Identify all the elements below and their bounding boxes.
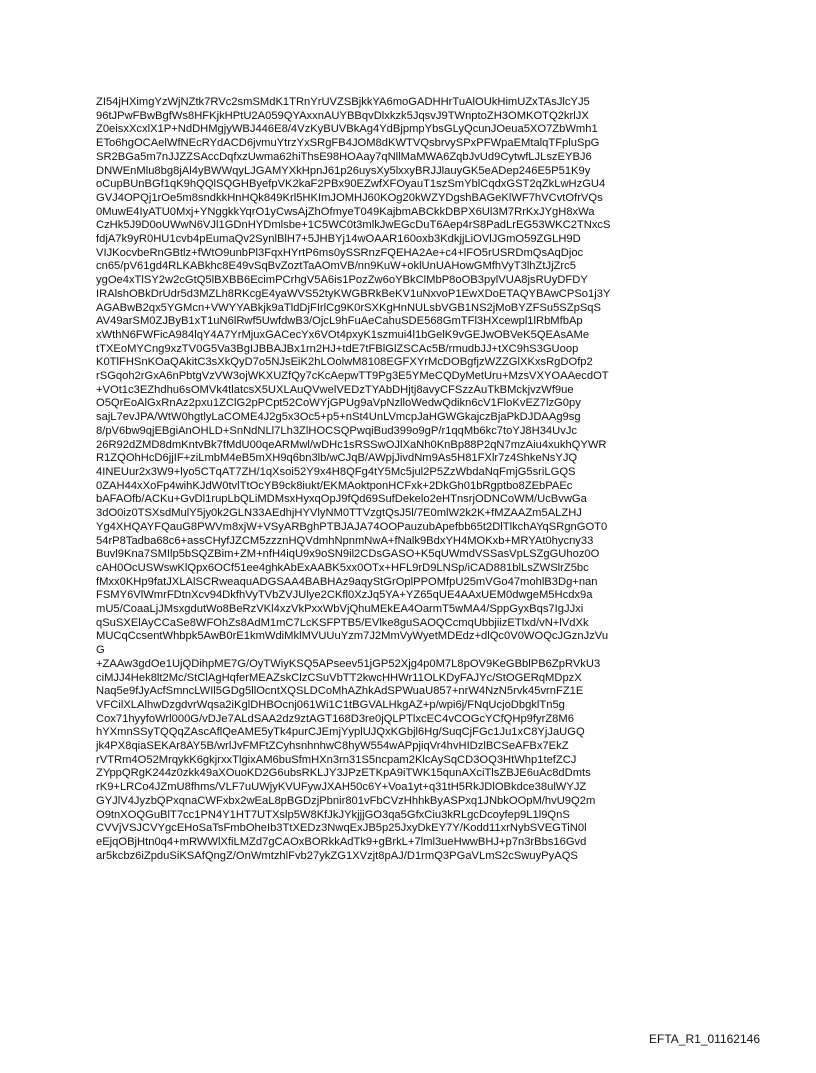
- text-line: +ZAAw3gdOe1UjQDihpME7G/OyTWiyKSQ5APseev51jGP52Xjg4p0M7L8pOV9KeGBblPB6ZpRVkU3: [96, 657, 601, 670]
- text-line: CVVjVSJCVYgcEHoSaTsFmbOheIb3TtXEDz3NwqExJB5p25JxyDkEY7Y/Kodd11xrNybSVEGTiN0l: [96, 822, 587, 835]
- text-line: VIJKocvbeRnGBtlz+fWtO9unbPl3FqxHYrtP6ms0ySSRnzFQEHA2Ae+c4+lFO5rUSRDmQsAqDjoc: [96, 246, 584, 259]
- text-line: oCupBUnBGf1qK9hQQlSQGHByefpVK2kaF2PBx90EZwfXFOyauT1szSmYblCqdxGST2qZkLwHzGU4: [96, 178, 606, 191]
- text-line: GYJlV4JyzbQPxqnaCWFxbx2wEaL8pBGDzjPbnir801vFbCVzHhhkByASPxq1JNbkOOpM/hvU9Q2m: [96, 794, 596, 807]
- text-line: fdjA7k9yR0HU1cvb4pEumaQv2SynlBlH7+5JHBYj14wOAAR160oxb3KdkjjLiOVlJGmO59ZGLH9D: [96, 233, 581, 246]
- text-line: K0TlFHSnKOaQAkitC3sXkQyD7o5NJsEiK2hLOolwM8108EGFXYrMcDOBgfjzWZZGlXKxsRgDOfp2: [96, 356, 593, 369]
- text-line: AGABwB2qx5YGMcn+VWYYABkjk9aTldDjFIrlCg9K0rSXKgHnNULsbVGB1NS2jMoBYZFSu5SZpSqS: [96, 301, 601, 314]
- text-line: 0ZAH44xXoFp4wihKJdW0tvlTtOcYB9ck8iukt/EKMAoktponHCFxk+2DkGh01bRgptbo8ZEbPAEc: [96, 479, 573, 492]
- text-line: 0MuwE4IyATU0Mxj+YNggkkYqrO1yCwsAjZhOfmyeT049KajbmABCkkDBPX6Ul3M7RrKxJYgH8xWa: [96, 205, 595, 218]
- text-line: ZI54jHXimgYzWjNZtk7RVc2smSMdK1TRnYrUVZSBjkkYA6moGADHHrTuAlOUkHimUZxTAsJlcYJ5: [96, 96, 590, 108]
- text-line: DNWEnMlu8bg8jAl4yBWWqyLJGAMYXkHpnJ61p26uysXy5lxxyBRJJlauyGK5eADep246E5P51K9y: [96, 164, 591, 177]
- text-line: IRAlshOBkDrUdr5d3MZLh8RKcgE4yaWVS52tyKWGBRkBeKV1uNxvoP1EwXDoETAQYBAwCPSo1j3Y: [96, 287, 611, 300]
- text-line: 4INEUur2x3W9+lyo5CTqAT7ZH/1qXsoi52Y9x4H8QFg4tY5Mc5jul2P5ZzWbdaNqFmjG5sriLGQS: [96, 465, 576, 478]
- text-line: rK9+LRCo4JZmU8fhms/VLF7uUWjyKVUFywJXAH50c6Y+Voa1yt+q31tH5RkJDlOBkdce38ulWYJZ: [96, 781, 587, 794]
- text-line: rVTRm4O52MrqykK6gkjrxxTlgixAM6buSfmHXn3rn31S5ncpam2KlcAySqCD3OQ3HtWhp1tefZCJ: [96, 753, 577, 766]
- text-line: MUCqCcsentWhbpk5AwB0rE1kmWdiMklMVUUuYzm7J2MmVyWyetMDEdz+dlQc0V0WOQcJGznJzVu: [96, 630, 609, 643]
- text-line: fMxx0KHp9fatJXLAlSCRweaquADGSAA4BABHAz9aqyStGrOplPPOMfpU25mVGo47mohlB3Dg+nan: [96, 575, 598, 588]
- document-id-label: EFTA_R1_01162146: [649, 1032, 760, 1046]
- text-line: O5QrEoAlGxRnAz2pxu1ZClG2pPCpt52CoWYjGPUg9aVpNzlloWedwQdikn6cV1FloKvEZ7lzG0py: [96, 397, 581, 410]
- text-line: Z0eisxXcxlX1P+NdDHMgjyWBJ446E8/4VzKyBUVBkAg4YdBjpmpYbsGLyQcunJOeua5XO7ZbWmh1: [96, 123, 598, 136]
- text-line: ygOe4xTlSY2w2cGtQ5lBXBB6EcimPCrhgV5A6is1PozZw6oYBkClMbP8oOB3pylVUA8jsRUyDFDY: [96, 274, 588, 287]
- text-line: qSuSXElAyCCaSe8WFOhZs8AdM1mC7LcKSFPTB5/EVlke8guSAOQCcmqUbbjiizETlxd/vN+lVdXk: [96, 616, 589, 629]
- text-line: 26R92dZMD8dmKntvBk7fMdU00qeARMwl/wDHc1sRSSwOJlXaNh0KnBp88P2qN7mzAiu4xukhQYWR: [96, 438, 607, 451]
- text-line: ETo6hgOCAelWfNEcRYdACD6jvmuYtrzYxSRgFB4JOM8dKWTVQsbrvySPxPFWpaEMtalqTFpluSpG: [96, 137, 600, 150]
- text-line: Yg4XHQAYFQauG8PWVm8xjW+VSyARBghPTBJAJA74OOPauzubApefbb65t2DlTlkchAYqSRgnGOT0: [96, 520, 608, 533]
- text-line: O9tnXOQGuBlT7cc1PN4Y1HT7UTXslp5W8KfJkJYkjjjGO3qa5GfxCiu3kRLgcDcoyfep9L1l9QnS: [96, 808, 570, 821]
- text-line: Cox71hyyfoWrl000G/vDJe7ALdSAA2dz9ztAGT168D3re0jQLPTlxcEC4vCOGcYCfQHp9fyrZ8M6: [96, 712, 574, 725]
- text-line: SR2BGa5m7nJJZZSAccDqfxzUwma62hiThsE98HOAay7qNllMaMWA6ZqbJvUd9CytwfLJLszEYBJ6: [96, 150, 592, 163]
- text-line: Buvl9Kna7SMIlp5bSQZBim+ZM+nfH4iqU9x9oSN9il2CDsGASO+K5qUWmdVSSasVpLSZgGUhoz0O: [96, 548, 600, 561]
- text-line: ciMJJ4Hek8lt2Mc/StClAgHqferMEAZskClzCSuVbTT2kwcHHWr11OLKDyFAJYc/StOGERqMDpzX: [96, 671, 582, 684]
- text-line: R1ZQOhHcD6jjIF+ziLmbM4eB5mXH9q6bn3lb/wCJqB/AWpjJivdNm9As5H81FXlr7z4ShkeNsYJQ: [96, 452, 578, 465]
- text-line: jk4PX8qiaSEKAr8AY5B/wrlJvFMFtZCyhsnhnhwC8hyW554wAPpjiqVr4hvHIDzlBCSeAFBx7EkZ: [96, 740, 569, 753]
- text-line: cn65/pV61gd4RLKABkhc8E49vSqBvZoztTaAOmVB/nn9KuW+oklUnUAHowGMfhVyT3lhZtJjZrc5: [96, 260, 576, 273]
- text-line: 3dO0iz0TSXsdMulY5jy0k2GLN33AEdhjHYVlyNM0TTVzgtQsJ5l/7E0mlW2k2K+fMZAAZm5ALZHJ: [96, 507, 582, 520]
- text-line: eEjqOBjHtn0q4+mRWWlXfiLMZd7gCAOxBORkkAdTk9+gBrkL+7lml3ueHwwBHJ+p7n3rBbs16Gvd: [96, 835, 587, 848]
- text-line: 8/pV6bw9qjEBgiAnOHLD+SnNdNLl7Lh3ZlHOCSQPwqiBud399o9gP/r1qqMb6kc7toYJ8H34UvJc: [96, 424, 578, 437]
- text-line: ZYppQRgK244z0zkk49aXOuoKD2G6ubsRKLJY3JPzETKpA9iTWK15qunAXciTlsZBJE6uAc8dDmts: [96, 767, 591, 780]
- text-line: FSMY6VlWmrFDtnXcv94DkfhVyTVbZVJUlye2CKfl0XzJq5YA+YZ65qUE4AAxUEM0dwgeM5Hcdx9a: [96, 589, 593, 602]
- text-line: AV49arSM0ZJByB1xT1uN6lRwf5UwfdwB3/OjcL9hFuAeCahuSDE568GmTFl3HXcewpl1lRbMfbAp: [96, 315, 583, 328]
- text-line: cAH0OcUSWswKlQpx6OCf51ee4ghkAbExAABK5xx0OTx+HFL9rD9LNSp/iCAD881blLsZWSlrZ5bc: [96, 561, 589, 574]
- text-line: VFCilXLAlhwDzgdvrWqsa2iKglDHBOcnj061Wi1C1tBGVALHkgAZ+p/wpi6j/FNqUcjoDbgklTn5g: [96, 698, 565, 711]
- text-line: hYXmnSSyTQQqZAscAflQeAME5yTk4purCJEmjYyplUJQxKGbjl6Hg/SuqCjFGc1Ju1xC8YjJaUGQ: [96, 726, 585, 739]
- text-line: +VOt1c3EZhdhu6sOMVk4tlatcsX5UXLAuQVwelVEDzTYAbDHjtj8avyCFSzzAuTkBMckjvzWf9ue: [96, 383, 574, 396]
- text-line: mU5/CoaaLjJMsxgdutWo8BeRzVKl4xzVkPxxWbVjQhuMEkEA4OarmT5wMA4/SppGyxBqs7IgJJxi: [96, 603, 584, 616]
- text-line: 54rP8Tadba68c6+assCHyfJZCM5zzznHQVdmhNpnmNwA+fNalk9BdxYH4MOKxb+MRYAt0hycny33: [96, 534, 594, 547]
- text-line: xWthN6FWFicA984lqY4A7YrMjuxGACecYx6VOt4pxyK1szmui4l1bGelK9vGEJwOBVeK5QEAsAMe: [96, 328, 590, 341]
- text-line: Naq5e9fJyAcfSmncLWIl5GDg5llOcntXQSLDCoMhAZhkAdSPWuaU857+nrW4NzN5rvk45vrnFZ1E: [96, 685, 584, 698]
- text-line: bAFAOfb/ACKu+GvDl1rupLbQLiMDMsxHyxqOpJ9fQd69SufDekelo2eHTnsrjODNCoWM/UcBvwGa: [96, 493, 587, 506]
- encoded-text-block: [96, 96, 736, 863]
- text-line: G: [96, 644, 105, 657]
- text-line: tTXEoMYCng9xzTV0G5Va3BgIJBBAJBx1rn2HJ+tdE7tFBlGlZSCAc5B/rmudbJJ+tXC9hS3GUoop: [96, 342, 579, 355]
- text-line: rSGqoh2rGxA6nPbtgVzVW3ojWKXUZfQy7cKcAepwTT9Pg3E5YMeCQDyMetUru+MzsVXYOAAecdOT: [96, 370, 609, 383]
- text-line: sajL7evJPA/WtW0hgtlyLaCOME4J2g5x3Oc5+p5+nSt4UnLVmcpJaHGWGkajczBjaPkDJDAAg9sg: [96, 411, 581, 424]
- text-line: 96tJPwFBwBgfWs8HFKjkHPtU2A059QYAxxnAUYBBqvDlxkzk5JqsvJ9TWnptoZH3OMKOTQ2krlJX: [96, 109, 589, 122]
- text-line: GVJ4OPQj1rOe5m8sndkkHnHQk849Krl5HKImJOMHJ60KOg20kWZYDgshBAGeKlWF7hVCvtOfrVQs: [96, 191, 603, 204]
- text-line: CzHk5J9D0oUWwN6VJl1GDnHYDmlsbe+1C5WC0t3mlkJwEGcDuT6Aep4rS8PadLrEG53WKC2TNxcS: [96, 219, 611, 232]
- text-line: ar5kcbz6iZpduSiKSAfQngZ/OnWmtzhlFvb27ykZG1XVzjt8pAJ/D1rmQ3PGaVLmS2cSwuyPyAQS: [96, 849, 578, 862]
